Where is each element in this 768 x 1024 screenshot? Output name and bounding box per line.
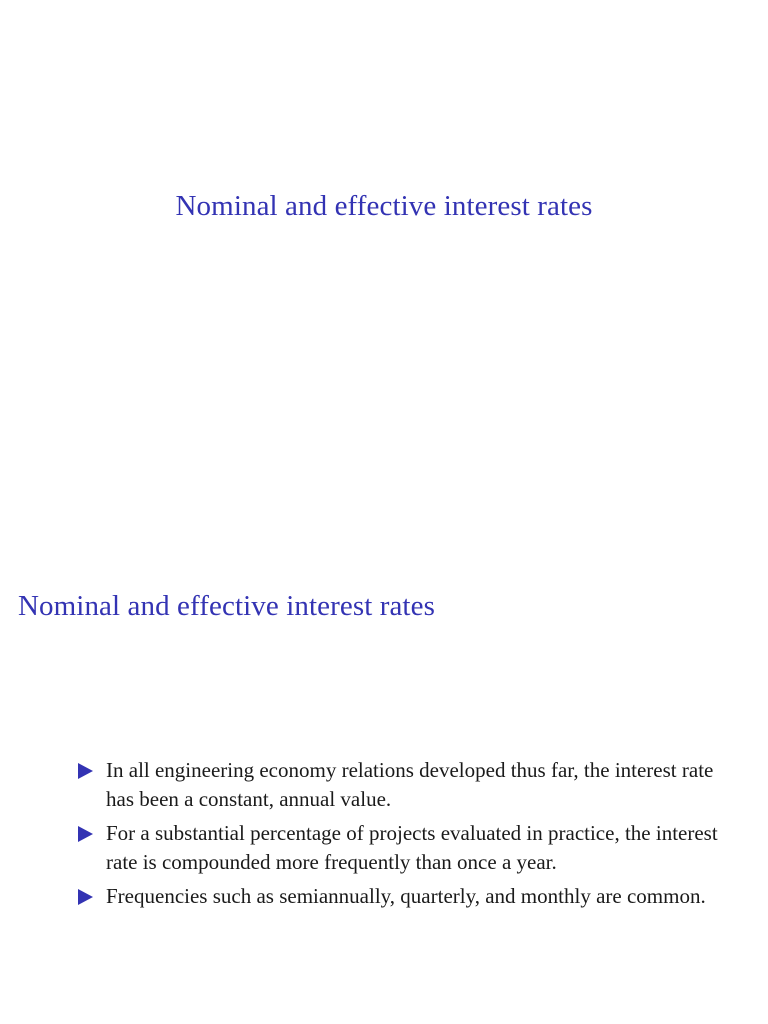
bullet-text: In all engineering economy relations developed thus far, the interest rate has been a constant, annual value. (106, 758, 714, 811)
triangle-right-icon (78, 826, 93, 842)
bullet-text: Frequencies such as semiannually, quarterly, and monthly are common. (106, 884, 706, 908)
frame-title: Nominal and effective interest rates (18, 590, 435, 622)
bullet-list (78, 756, 728, 916)
bullet-item (78, 819, 728, 877)
content-slide (0, 512, 768, 1024)
bullet-item (78, 882, 728, 911)
title-slide-heading: Nominal and effective interest rates (175, 190, 593, 222)
triangle-right-icon (78, 763, 93, 779)
bullet-item (78, 756, 728, 814)
bullet-text: For a substantial percentage of projects evaluated in practice, the interest rate is compounded more frequently than once a year. (106, 821, 718, 874)
triangle-right-icon (78, 889, 93, 905)
